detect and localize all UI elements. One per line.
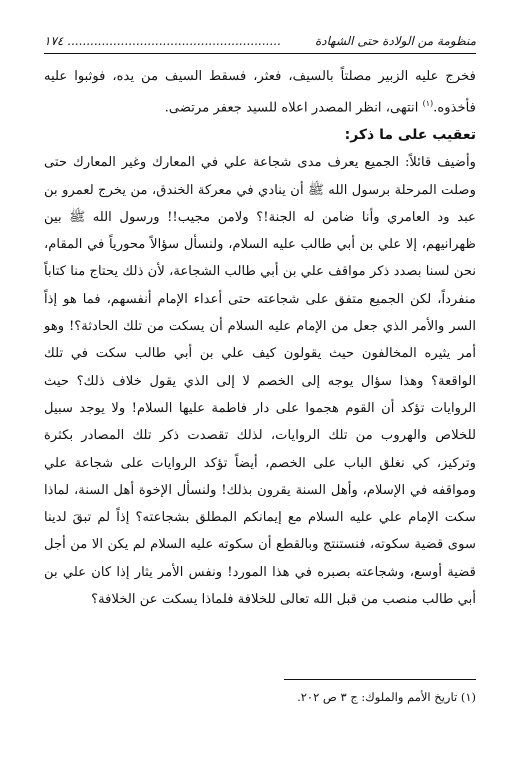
footnote: (١) تاريخ الأمم والملوك: ج ٣ ص ٢٠٢. xyxy=(297,690,476,704)
footnote-reference: (١) xyxy=(422,99,434,109)
opening-text-end: انتهى، انظر المصدر اعلاه للسيد جعفر مرتضى. xyxy=(164,100,423,116)
page-number: ........................................................ ١٧٤ xyxy=(44,34,281,48)
opening-paragraph xyxy=(44,63,476,122)
commentary-paragraph: وأضيف قائلاً: الجميع يعرف مدى شجاعة علي في المعارك وغير المعارك حتى وصلت المرحلة برسول الله ﷺ أن ينادي في معركة الخندق، من يخرج لعمرو بن عبد ود العامري وأنا ضامن له الجنة!؟ ولامن مجيب!! ورسول الله ﷺ بين ظهرانيهم، إلا علي بن أبي طالب عليه السلام، ولنسأل سؤالاً محورياً في المقام، نحن لسنا بصدد ذكر مواقف علي بن أبي طالب الشجاعة، لأن ذلك يحتاج منا كتاباً منفرداً، لكن الجميع متفق على شجاعته حتى أعداء الإمام أنفسهم، فما هو إذاً السر والأمر الذي جعل من الإمام عليه السلام أن يسكت من تلك الحادثة؟! وهو أمر يثيره المخالفون حيث يقولون كيف علي بن أبي طالب سكت في تلك الواقعة؟ وهذا سؤال يوجه إلى الخصم لا إلى الذي يقول خلاف ذلك؟ حيث الروايات تؤكد أن القوم هجموا على دار فاطمة عليها السلام! ولا يوجد سبيل للخلاص والهروب من تلك الروايات، لذلك تقصدت ذكر تلك المصادر بكثرة وتركيز، كي نغلق الباب على الخصم، أيضاً تؤكد الروايات على شجاعة علي ومواقفه في الإسلام، وأهل السنة يقرون بذلك! ولنسأل الإخوة أهل السنة، لماذا سكت الإمام علي عليه السلام مع إيمانكم المطلق بشجاعته؟ إذاً لم تبقَ لدينا سوى قضية سكوته، فنستنتج وبالقطع أن سكوته عليه السلام لم يكن الا من أجل قضية أوسع، وشجاعته بصبره في هذا المورد! ونفس الأمر يثار إذا كان علي بن أبي طالب منصب من قبل الله تعالى للخلافة فلماذا يسكت عن الخلافة؟ xyxy=(44,155,476,608)
page-body xyxy=(44,63,476,613)
section-heading: تعقيب على ما ذكر: xyxy=(344,126,476,143)
header-rule xyxy=(44,53,476,54)
footnote-rule xyxy=(284,679,476,680)
running-header xyxy=(44,34,476,48)
running-title: منظومة من الولادة حتى الشهادة xyxy=(315,34,476,48)
opening-text: فخرج عليه الزبير مصلتاً بالسيف، فعثر، فسقط السيف من يده، فوثبوا عليه فأخذوه. xyxy=(44,69,476,116)
